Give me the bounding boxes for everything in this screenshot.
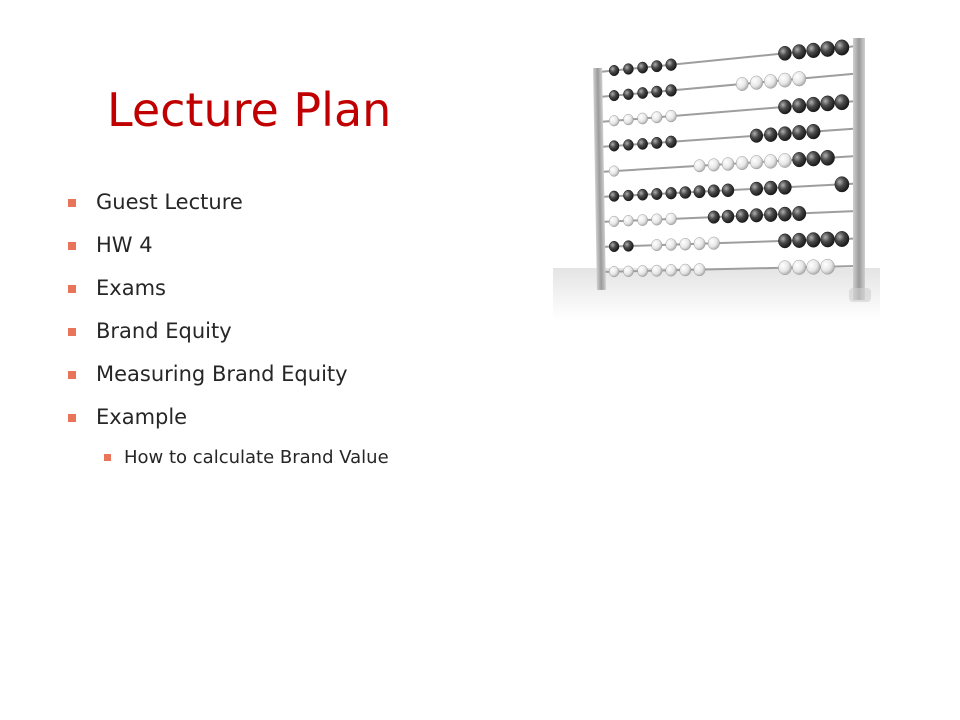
abacus-bead [778, 127, 791, 141]
bullet-marker-icon [104, 454, 111, 461]
abacus-bead [793, 260, 806, 275]
abacus-bead [666, 85, 677, 97]
abacus-bead [666, 59, 677, 71]
abacus-bead [694, 160, 705, 172]
abacus-bead [638, 189, 648, 200]
bullet-marker-icon [68, 285, 76, 293]
abacus-bead [778, 261, 791, 275]
abacus-bead [666, 187, 677, 199]
abacus-bead [680, 187, 691, 199]
abacus-bead [609, 241, 619, 252]
abacus-bead [666, 264, 677, 276]
bullet-text: Brand Equity [96, 319, 232, 343]
abacus-bead [778, 180, 791, 194]
abacus-left-frame [593, 68, 606, 290]
abacus-bead [609, 90, 619, 101]
abacus-bead [793, 72, 806, 87]
abacus-bead [778, 153, 791, 167]
abacus-bead [821, 259, 835, 274]
abacus-bead [652, 265, 663, 276]
abacus-bead [764, 181, 777, 195]
abacus-bead [680, 264, 691, 276]
abacus-bead [623, 266, 633, 277]
abacus-bead [793, 233, 806, 248]
abacus-bead [666, 110, 677, 122]
abacus-bead [736, 77, 748, 90]
abacus-bead [694, 238, 705, 250]
abacus-bead [638, 215, 648, 226]
bullet-marker-icon [68, 371, 76, 379]
bullet-text: Example [96, 405, 188, 429]
abacus-bead [609, 216, 619, 227]
abacus-bead [821, 41, 835, 56]
abacus-bead [778, 234, 791, 248]
abacus-bead [666, 136, 677, 148]
abacus-bead [623, 190, 633, 201]
bullet-marker-icon [68, 242, 76, 250]
abacus-bead [835, 40, 849, 55]
sub-bullet-text: How to calculate Brand Value [124, 447, 389, 468]
abacus-bead [778, 100, 791, 114]
abacus-bead [807, 233, 821, 248]
abacus-bead [638, 87, 648, 98]
abacus-bead [778, 73, 791, 87]
abacus-bead [750, 129, 763, 143]
slide-title: Lecture Plan [107, 83, 392, 137]
abacus-bead [638, 62, 648, 73]
bullet-text: Measuring Brand Equity [96, 362, 348, 386]
abacus-bead [793, 152, 806, 167]
abacus-bead [652, 188, 663, 199]
abacus-bead [722, 210, 734, 223]
abacus-bead [764, 128, 777, 142]
abacus-bead [750, 76, 763, 90]
abacus-bead [793, 45, 806, 60]
abacus-bead [623, 140, 633, 151]
abacus-bead [609, 65, 619, 76]
abacus-bead [623, 64, 633, 75]
abacus-bead [652, 137, 663, 148]
abacus-bead [750, 155, 763, 169]
abacus-bead [764, 208, 777, 222]
abacus-bead [722, 184, 734, 197]
abacus-bead [736, 156, 748, 169]
abacus-bead [638, 113, 648, 124]
abacus-bead [778, 46, 791, 60]
abacus-bead [609, 191, 619, 202]
abacus-bead [778, 207, 791, 221]
abacus-bead [652, 214, 663, 225]
abacus-bead [666, 239, 677, 251]
abacus-bead [623, 114, 633, 125]
abacus-bead [807, 260, 821, 275]
bullet-marker-icon [68, 199, 76, 207]
abacus-bead [708, 185, 720, 198]
abacus-bead [793, 125, 806, 140]
abacus-bead [652, 86, 663, 97]
abacus-bead [609, 116, 619, 127]
abacus-right-frame-shadow [849, 288, 871, 302]
abacus-bead [807, 97, 821, 112]
abacus-bead [821, 232, 835, 247]
abacus-bead [623, 89, 633, 100]
abacus-bead [764, 74, 777, 88]
abacus-bead [666, 213, 677, 225]
abacus-bead [807, 124, 821, 139]
abacus-bead [821, 150, 835, 165]
abacus-bead [764, 154, 777, 168]
abacus-bead [793, 206, 806, 221]
abacus-bead [750, 182, 763, 196]
abacus-bead [708, 159, 720, 172]
abacus-bead [807, 43, 821, 58]
abacus-bead [652, 61, 663, 72]
abacus-bead [793, 98, 806, 113]
abacus-bead [722, 158, 734, 171]
abacus-bead [807, 151, 821, 166]
abacus-bead [708, 211, 720, 224]
abacus-bead [821, 96, 835, 111]
abacus-bead [652, 239, 663, 250]
abacus-bead [835, 177, 849, 192]
abacus-beads [609, 40, 849, 277]
abacus-bead [750, 209, 763, 223]
abacus-bead [609, 141, 619, 152]
abacus-bead [623, 241, 633, 252]
abacus-image [553, 38, 880, 320]
bullet-marker-icon [68, 414, 76, 422]
abacus-bead [638, 138, 648, 149]
abacus-bead [680, 238, 691, 250]
abacus-bead [638, 265, 648, 276]
abacus-bead [694, 186, 705, 198]
abacus-bead [623, 215, 633, 226]
bullet-text: Exams [96, 276, 166, 300]
abacus-bead [835, 95, 849, 110]
abacus-bead [694, 264, 705, 276]
abacus-bead [736, 209, 748, 222]
bullet-text: Guest Lecture [96, 190, 243, 214]
abacus-right-frame [853, 38, 865, 300]
bullet-text: HW 4 [96, 233, 153, 257]
abacus-bead [609, 266, 619, 277]
bullet-marker-icon [68, 328, 76, 336]
abacus-bead [835, 231, 849, 246]
abacus-bead [652, 112, 663, 123]
abacus-bead [708, 237, 720, 250]
abacus-bead [609, 166, 619, 177]
